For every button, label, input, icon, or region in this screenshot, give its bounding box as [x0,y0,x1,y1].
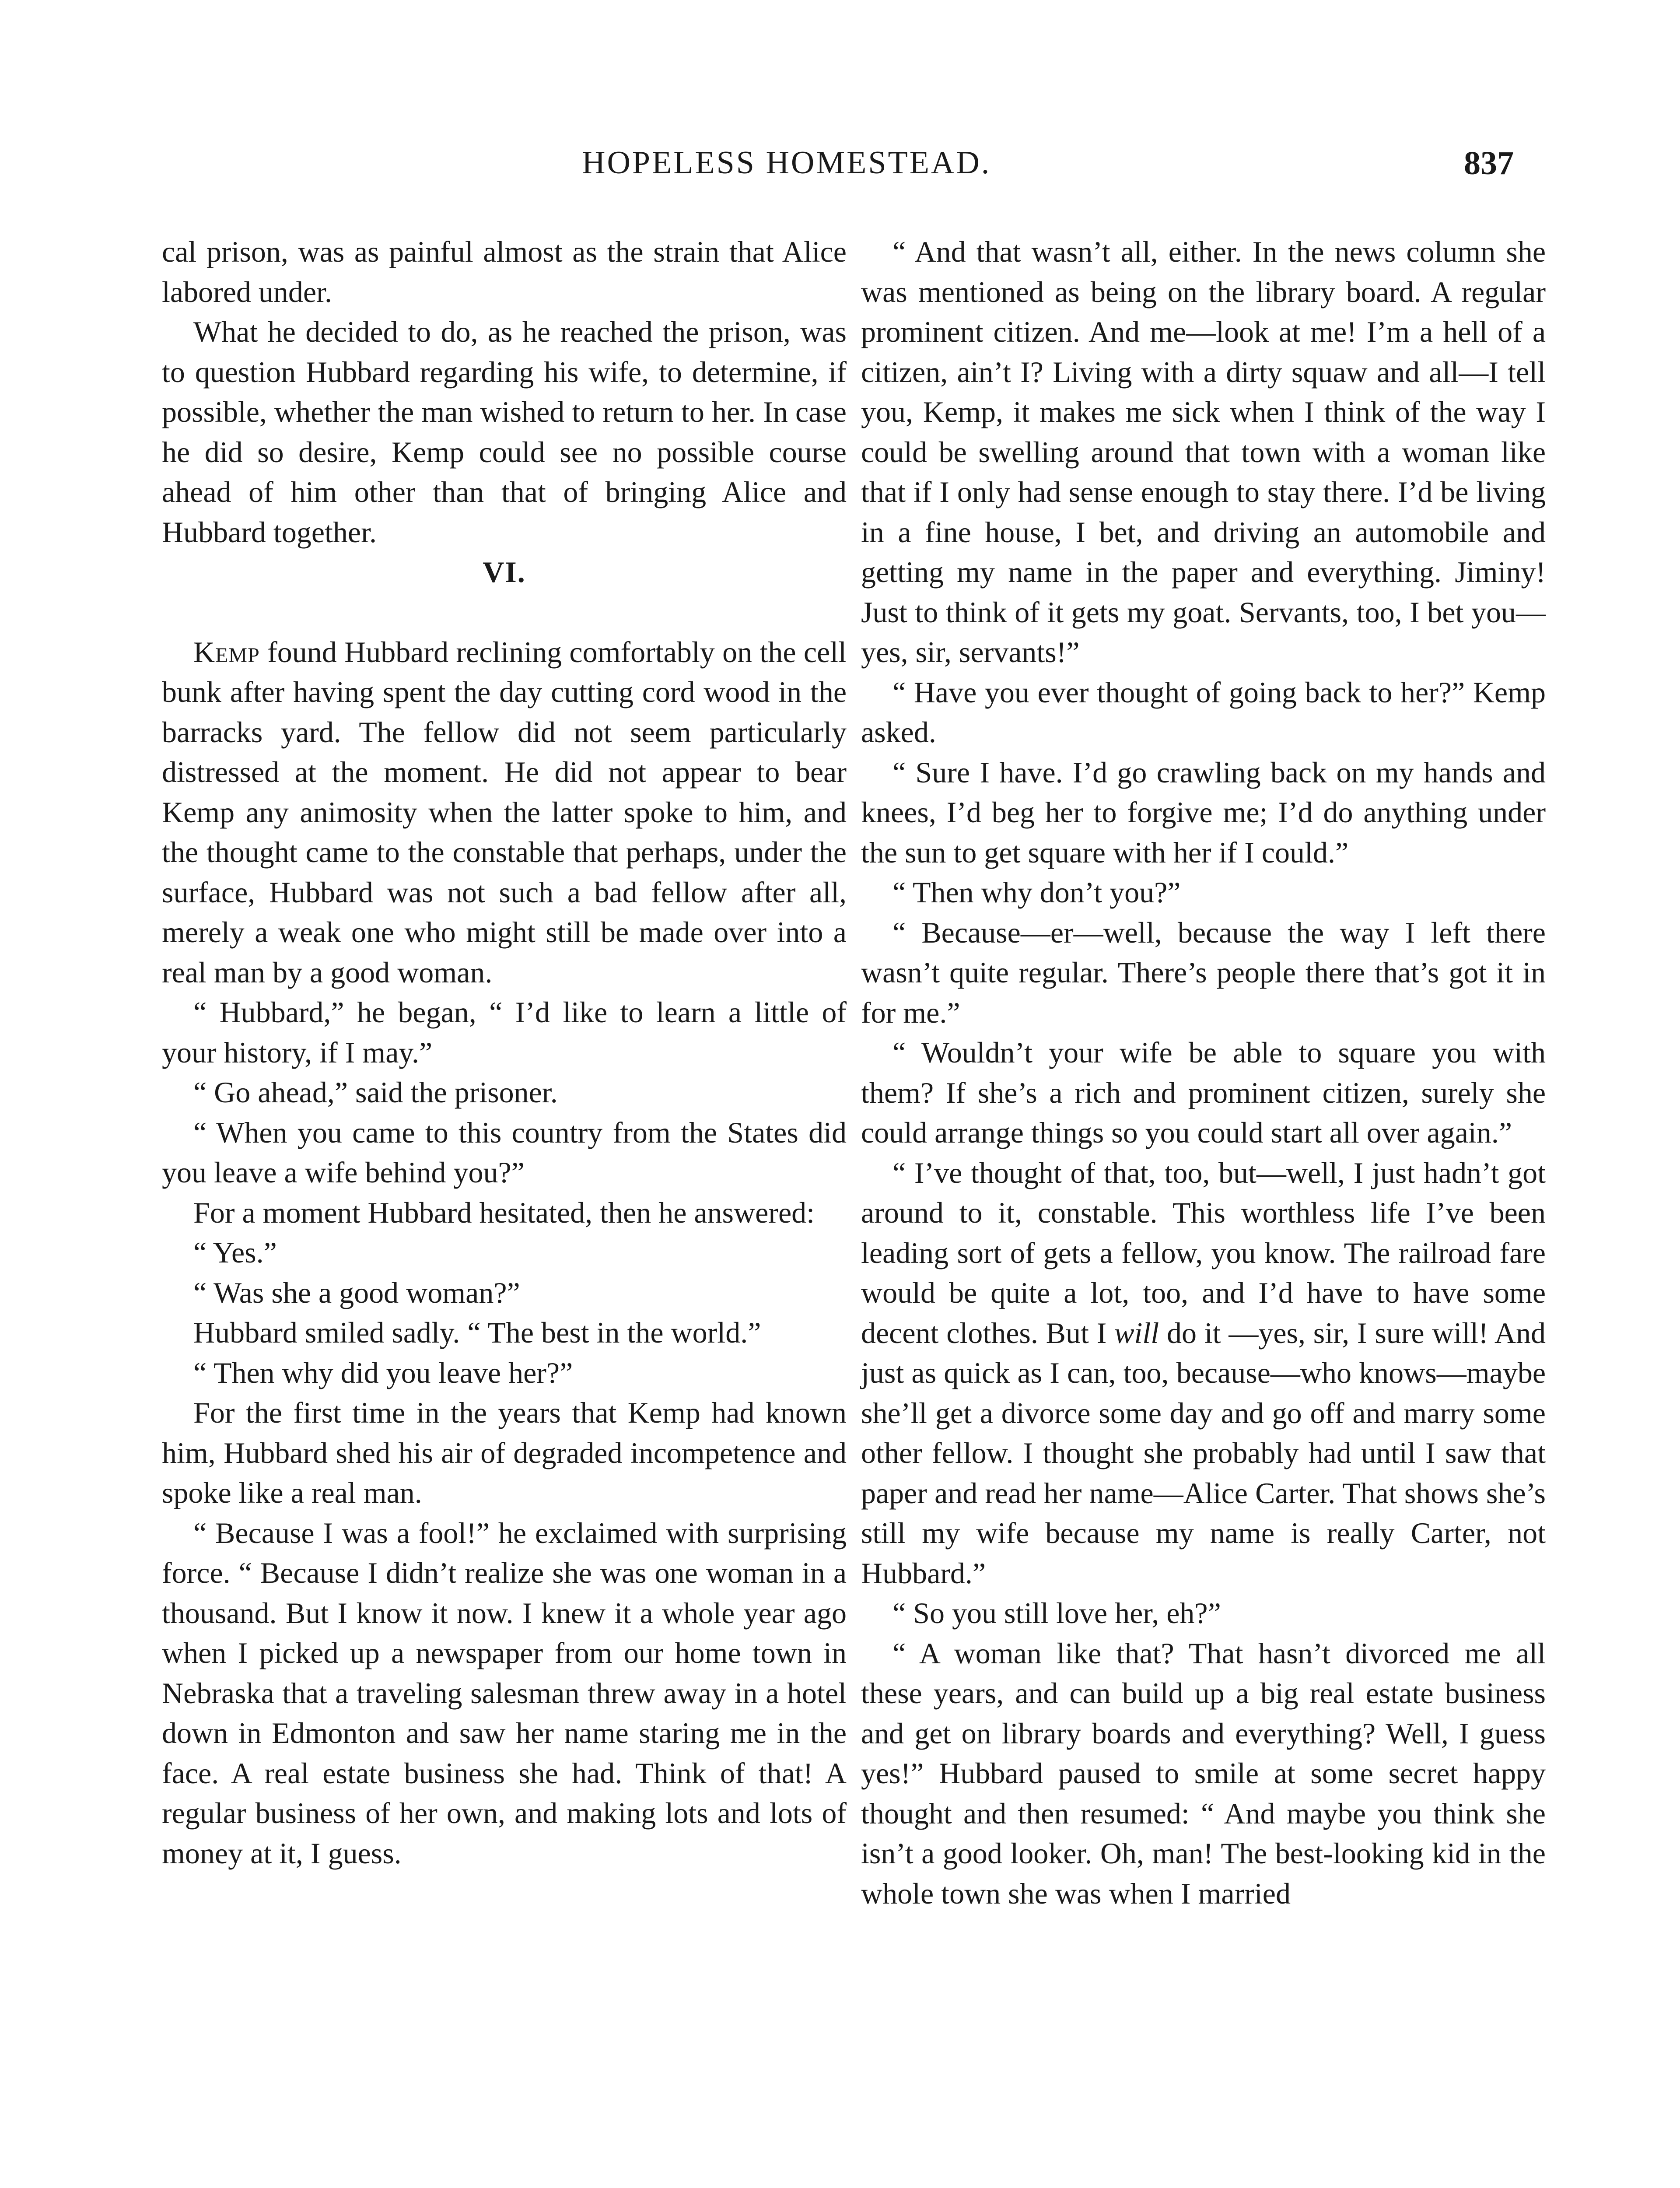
paragraph [162,632,847,993]
paragraph: “ Hubbard,” he began, “ I’d like to learn a little of your history, if I may.” [162,996,847,1069]
running-head [0,144,1680,193]
paragraph: “ When you came to this country from the States did you leave a wife behind you?” [162,1115,847,1189]
paragraph-text: do it —yes, sir, I sure will! And just as quick as I can, too, because—who knows—maybe she’ll get a divorce some day and go off and marry some other fellow. I thought she probably had until I saw that paper and read her name—Alice Carter. That shows she’s still my wife because my name is really Carter, not Hubbard.” [861,1316,1546,1590]
paragraph: For a moment Hubbard hesitated, then he answered: [193,1196,815,1229]
paragraph: “ Because—er—well, because the way I left there wasn’t quite regular. There’s people there that’s got it in for me.” [861,915,1546,1029]
left-column [162,232,847,1873]
paragraph: For the first time in the years that Kemp had known him, Hubbard shed his air of degraded incompetence and spoke like a real man. [162,1396,847,1509]
paragraph: “ A woman like that? That hasn’t divorced me all these years, and can build up a big real estate business and get on library boards and everything? Well, I guess yes!” Hubbard paused to smile at some secret happy thought and then resumed: “ And maybe you think she isn’t a good looker. Oh, man! The best-looking kid in the whole town she was when I married [861,1636,1546,1910]
paragraph: What he decided to do, as he reached the prison, was to question Hubbard regarding his wife, to determine, if possible, whether the man wished to return to her. In case he did so desire, Kemp could see no possible course ahead of him other than that of bringing Alice and Hubbard together. [162,315,847,549]
paragraph: “ Have you ever thought of going back to her?” Kemp asked. [861,675,1546,749]
paragraph: “ Yes.” [193,1236,277,1269]
paragraph-text: “ I’ve thought of that, too, but—well, I just hadn’t got around to it, constable. This worthless life I’ve been leading sort of gets a fellow, you know. The railroad fare would be quite a lot, too, and I’d have to have some decent clothes. But I [861,1156,1546,1350]
paragraph: “ Then why did you leave her?” [193,1356,573,1389]
small-caps-lead: Kemp [193,635,260,669]
paragraph [861,1153,1546,1594]
paragraph: cal prison, was as painful almost as the strain that Alice labored under. [162,235,847,309]
paragraph: “ Then why don’t you?” [892,876,1181,909]
paragraph: “ And that wasn’t all, either. In the news column she was mentioned as being on the library board. A regular prominent citizen. And me—look at me! I’m a hell of a citizen, ain’t I? Living with a dirty squaw and all—I tell you, Kemp, it makes me sick when I think of the way I could be swelling around that town with a woman like that if I only had sense enough to stay there. I’d be living in a fine house, I bet, and driving an automobile and getting my name in the paper and everything. Jiminy! Just to think of it gets my goat. Servants, too, I bet you—yes, sir, servants!” [861,235,1546,669]
right-column [861,232,1546,1914]
paragraph: “ Wouldn’t your wife be able to square you with them? If she’s a rich and prominent citizen, surely she could arrange things so you could start all over again.” [861,1036,1546,1149]
paragraph: “ Go ahead,” said the prisoner. [193,1076,558,1109]
paragraph: “ Sure I have. I’d go crawling back on my hands and knees, I’d beg her to forgive me; I’d do anything under the sun to get square with her if I could.” [861,755,1546,869]
page-number: 837 [1464,145,1514,182]
paragraph: “ So you still love her, eh?” [892,1596,1221,1630]
paragraph: “ Was she a good woman?” [193,1276,520,1309]
section-heading: VI. [483,555,526,589]
paragraph: “ Because I was a fool!” he exclaimed with surprising force. “ Because I didn’t realize she was one woman in a thousand. But I know it now. I knew it a whole year ago when I picked up a newspaper from our home town in Nebraska that a traveling salesman threw away in a hotel down in Edmonton and saw her name staring me in the face. A real estate business she had. Think of that! A regular business of her own, and making lots and lots of money at it, I guess. [162,1516,847,1870]
paragraph-text: found Hubbard reclining comfortably on the cell bunk after having spent the day cutting cord wood in the barracks yard. The fellow did not seem particularly distressed at the moment. He did not appear to bear Kemp any animosity when the latter spoke to him, and the thought came to the constable that perhaps, under the surface, Hubbard was not such a bad fellow after all, merely a weak one who might still be made over into a real man by a good woman. [162,635,847,989]
running-title: HOPELESS HOMESTEAD. [582,145,991,181]
paragraph: Hubbard smiled sadly. “ The best in the world.” [193,1316,761,1349]
emphasis: will [1114,1316,1159,1350]
